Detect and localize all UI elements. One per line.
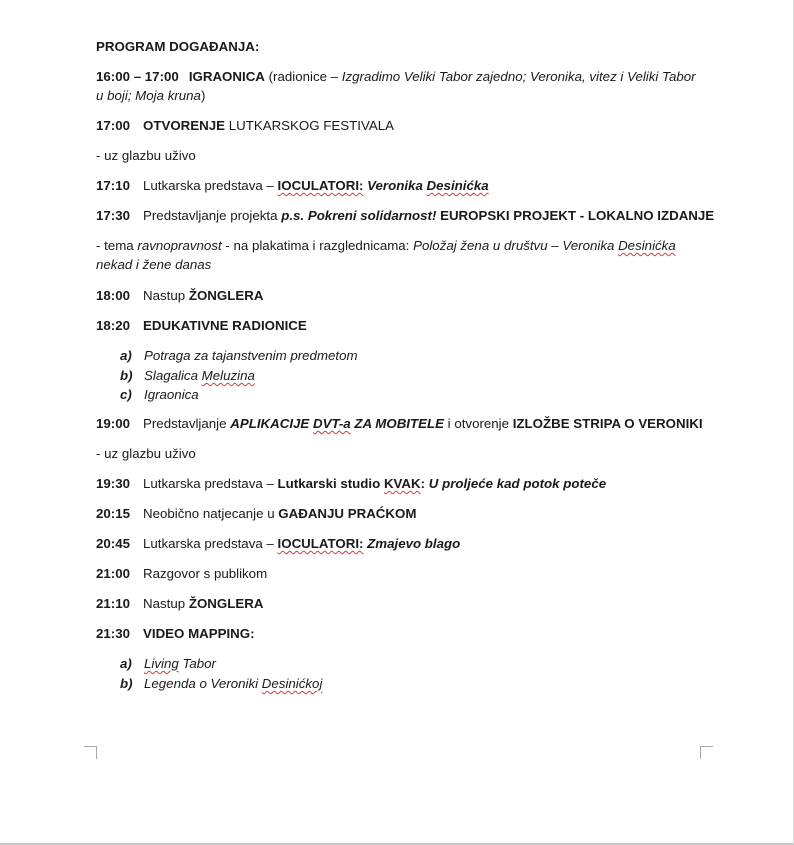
- program-item-1710: 17:10 Lutkarska predstava – IOCULATORI: Veronika Desinićka: [96, 178, 489, 193]
- program-item-1800: 18:00 Nastup ŽONGLERA: [96, 288, 264, 303]
- list-item: b) Slagalica Meluzina: [120, 368, 255, 383]
- program-item-1820: 18:20 EDUKATIVNE RADIONICE: [96, 318, 307, 333]
- list-item: a) Living Tabor: [120, 656, 216, 671]
- program-item-1730: 17:30 Predstavljanje projekta p.s. Pokreni solidarnost! EUROPSKI PROJEKT - LOKALNO IZDANJE: [96, 208, 715, 223]
- program-item-1930: 19:30 Lutkarska predstava – Lutkarski studio KVAK: U proljeće kad potok poteče: [96, 476, 607, 491]
- time: 17:10: [96, 178, 131, 193]
- time: 17:00: [96, 118, 131, 133]
- time: 18:20: [96, 318, 131, 333]
- program-item-2130: 21:30 VIDEO MAPPING:: [96, 626, 255, 641]
- time: 18:00: [96, 288, 131, 303]
- music-note-2: - uz glazbu uživo: [96, 446, 196, 461]
- time: 21:10: [96, 596, 131, 611]
- program-title: PROGRAM DOGAĐANJA:: [96, 39, 260, 54]
- time: 21:00: [96, 566, 131, 581]
- program-item-1700: 17:00 OTVORENJE LUTKARSKOG FESTIVALA: [96, 118, 394, 133]
- list-item: b) Legenda o Veroniki Desinićkoj: [120, 676, 323, 691]
- margin-corner-mark-left: [84, 746, 97, 759]
- list-item: c) Igraonica: [120, 387, 199, 402]
- list-item: a) Potraga za tajanstvenim predmetom: [120, 348, 358, 363]
- time: 19:00: [96, 416, 131, 431]
- program-item-1900: 19:00 Predstavljanje APLIKACIJE DVT-a ZA MOBITELE i otvorenje IZLOŽBE STRIPA O VERONIKI: [96, 416, 703, 431]
- program-item-2045: 20:45 Lutkarska predstava – IOCULATORI: Zmajevo blago: [96, 536, 461, 551]
- music-note-1: - uz glazbu uživo: [96, 148, 196, 163]
- program-item-2110: 21:10 Nastup ŽONGLERA: [96, 596, 264, 611]
- time: 19:30: [96, 476, 131, 491]
- time: 21:30: [96, 626, 131, 641]
- time: 20:15: [96, 506, 131, 521]
- program-item-2100: 21:00 Razgovor s publikom: [96, 566, 268, 581]
- time: 20:45: [96, 536, 131, 551]
- program-item-1600: 16:00 – 17:00 IGRAONICA (radionice – Izgradimo Veliki Tabor zajedno; Veronika, vitez i Veliki Tabor u boji; Moja kruna): [96, 69, 696, 103]
- margin-corner-mark-right: [700, 746, 713, 759]
- program-item-2015: 20:15 Neobično natjecanje u GAĐANJU PRAĆKOM: [96, 506, 417, 521]
- time: 17:30: [96, 208, 131, 223]
- program-item-1730-detail: - tema ravnopravnost - na plakatima i razglednicama: Položaj žena u društvu – Veronika Desinićka nekad i žene danas: [96, 238, 676, 272]
- time: 16:00 – 17:00: [96, 69, 179, 84]
